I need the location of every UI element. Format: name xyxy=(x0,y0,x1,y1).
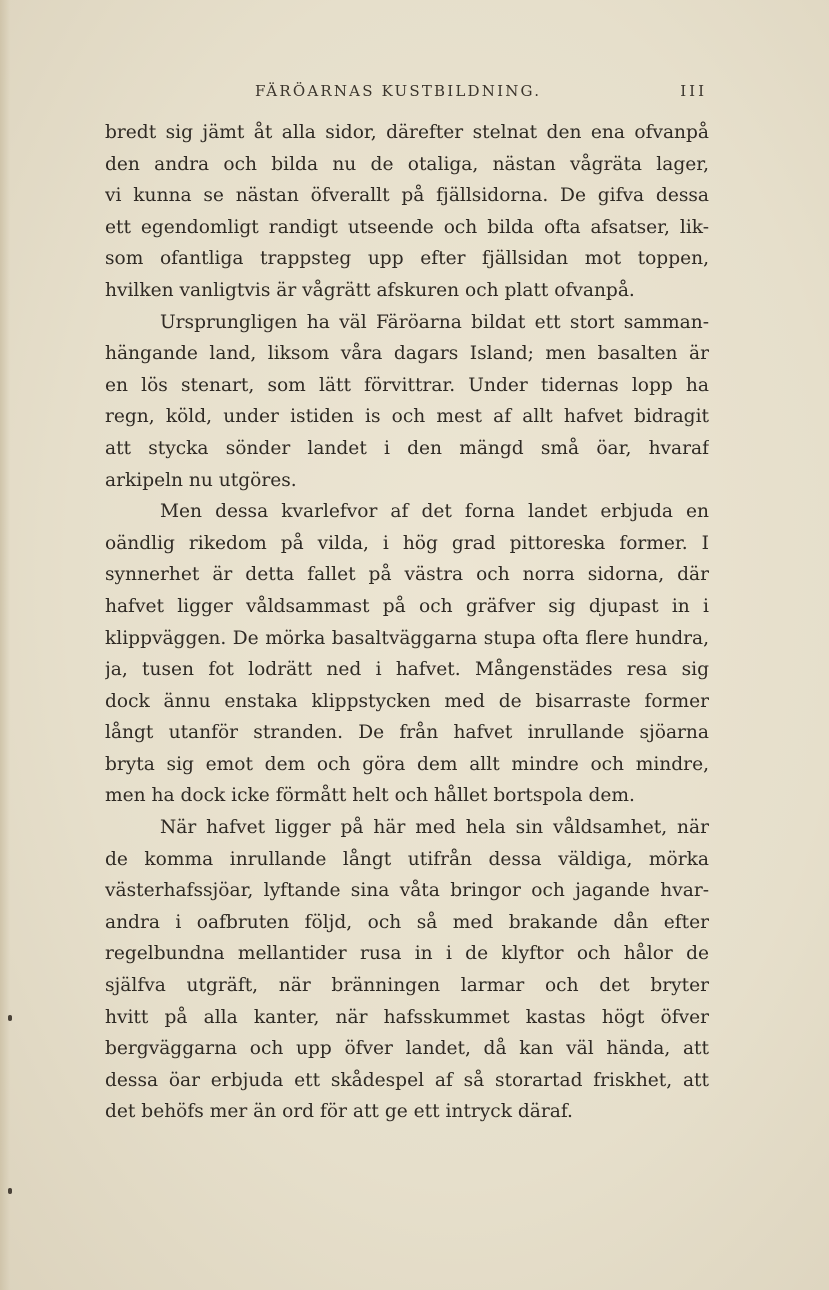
running-title: FÄRÖARNAS KUSTBILDNING. xyxy=(255,82,542,100)
text-line: de komma inrullande långt utifrån dessa väldiga, mörka xyxy=(105,848,709,870)
text-line: arkipeln nu utgöres. xyxy=(105,469,297,491)
text-line: västerhafssjöar, lyftande sina våta bringor och jagande hvar- xyxy=(105,880,709,902)
text-line: andra i oafbruten följd, och så med brakande dån efter xyxy=(105,911,709,933)
text-line: vi kunna se nästan öfverallt på fjällsidorna. De gifva dessa xyxy=(105,185,709,207)
paragraph xyxy=(105,117,709,307)
text-line: Men dessa kvarlefvor af det forna landet erbjuda en xyxy=(160,501,709,523)
margin-speck xyxy=(8,1015,12,1021)
text-line: att stycka sönder landet i den mängd små öar, hvaraf xyxy=(105,437,709,459)
text-line: regn, köld, under istiden is och mest af allt hafvet bidragit xyxy=(105,406,709,428)
text-line: hvitt på alla kanter, när hafsskummet kastas högt öfver xyxy=(105,1006,709,1028)
page-number: III xyxy=(680,82,707,100)
text-line: klippväggen. De mörka basaltväggarna stupa ofta flere hundra, xyxy=(105,627,709,649)
text-line: dessa öar erbjuda ett skådespel af så storartad friskhet, att xyxy=(105,1069,709,1091)
text-line: hafvet ligger våldsammast på och gräfver sig djupast in i xyxy=(105,595,709,617)
text-line: ett egendomligt randigt utseende och bilda ofta afsatser, lik- xyxy=(105,216,709,238)
page-header xyxy=(105,82,709,104)
text-line: det behöfs mer än ord för att ge ett intryck däraf. xyxy=(105,1101,573,1123)
text-line: Ursprungligen ha väl Färöarna bildat ett stort samman- xyxy=(160,311,709,333)
text-line: hängande land, liksom våra dagars Island; men basalten är xyxy=(105,343,709,365)
page-edge-shadow xyxy=(0,0,10,1290)
text-line: oändlig rikedom på vilda, i hög grad pittoreska former. I xyxy=(105,532,709,554)
text-line: bredt sig jämt åt alla sidor, därefter stelnat den ena ofvanpå xyxy=(105,122,709,143)
text-line: dock ännu enstaka klippstycken med de bisarraste former xyxy=(105,690,709,712)
text-line: bergväggarna och upp öfver landet, då kan väl hända, att xyxy=(105,1038,709,1060)
text-line: ja, tusen fot lodrätt ned i hafvet. Mångenstädes resa sig xyxy=(105,659,709,681)
paragraph xyxy=(105,307,709,497)
text-line: men ha dock icke förmått helt och hållet bortspola dem. xyxy=(105,785,635,807)
body-text xyxy=(105,117,709,1128)
text-line: När hafvet ligger på här med hela sin våldsamhet, när xyxy=(160,817,709,839)
margin-speck xyxy=(8,1188,12,1194)
text-line: regelbundna mellantider rusa in i de klyftor och hålor de xyxy=(105,943,709,965)
text-line: en lös stenart, som lätt förvittrar. Under tidernas lopp ha xyxy=(105,374,709,396)
paragraph xyxy=(105,496,709,812)
text-line: hvilken vanligtvis är vågrätt afskuren och platt ofvanpå. xyxy=(105,279,635,301)
text-line: bryta sig emot dem och göra dem allt mindre och mindre, xyxy=(105,753,709,775)
text-line: som ofantliga trappsteg upp efter fjällsidan mot toppen, xyxy=(105,248,709,270)
text-line: långt utanför stranden. De från hafvet inrullande sjöarna xyxy=(105,722,709,744)
paragraph xyxy=(105,812,709,1128)
text-line: själfva utgräft, när bränningen larmar och det bryter xyxy=(105,975,709,997)
text-line: den andra och bilda nu de otaliga, nästan vågräta lager, xyxy=(105,153,709,175)
text-line: synnerhet är detta fallet på västra och norra sidorna, där xyxy=(105,564,709,586)
